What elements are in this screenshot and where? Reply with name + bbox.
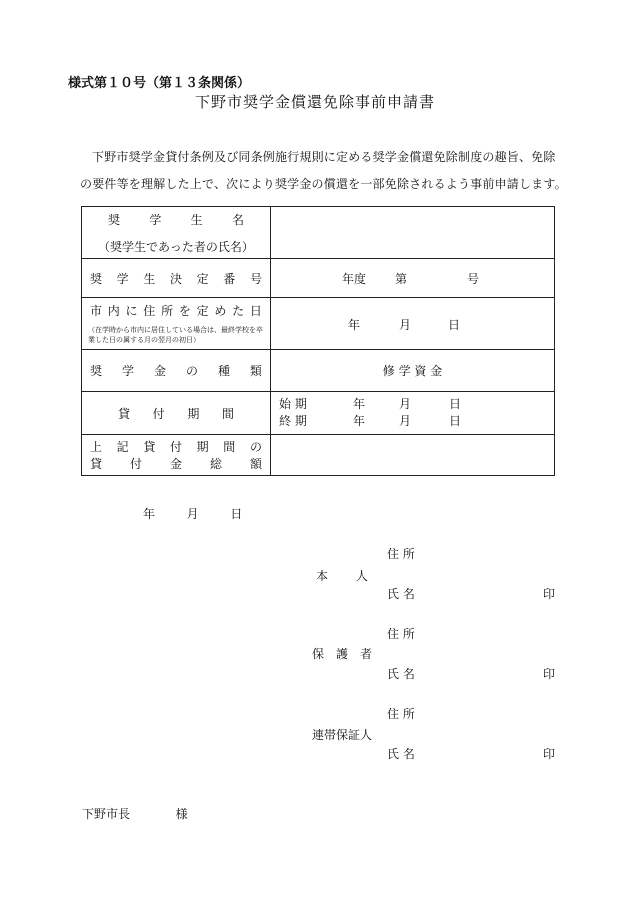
period-end-line	[271, 413, 554, 430]
row-loan-period	[82, 392, 555, 435]
label-char: め	[214, 304, 227, 318]
guarantor-name-label: 氏 名	[387, 747, 415, 761]
label-decision-number	[82, 259, 271, 298]
label-char: 類	[249, 364, 262, 378]
label-student-name	[82, 207, 271, 259]
self-address-label: 住 所	[387, 547, 415, 561]
day-label: 日	[230, 507, 243, 521]
label-char: 所	[161, 304, 174, 318]
addressee-honorific: 様	[175, 807, 188, 821]
document-title: 下野市奨学金償還免除事前申請書	[194, 93, 435, 111]
guardian-seal-icon: 印	[543, 667, 556, 681]
label-char: 名	[231, 212, 244, 227]
label-char: 総	[209, 457, 222, 471]
addressee-mayor: 下野市長	[82, 807, 131, 821]
month-label: 月	[186, 507, 199, 521]
row-decision-number	[82, 259, 555, 298]
self-name-label: 氏 名	[387, 587, 415, 601]
intro-line-2: の要件等を理解した上で、次により奨学金の償還を一部免除されるよう事前申請します。	[80, 177, 567, 191]
label-loan-total	[82, 435, 271, 476]
label-student-name-sub: （奨学生であった者の氏名）	[98, 239, 254, 254]
label-char: 奨	[90, 271, 103, 286]
guardian-address-label: 住 所	[387, 627, 415, 641]
guardian-label: 保 護 者	[312, 647, 373, 661]
label-char: 生	[190, 212, 203, 227]
label-char: 金	[153, 364, 166, 378]
label-char: 号	[249, 271, 262, 286]
label-char: 番	[223, 271, 236, 286]
label-char: 奨	[108, 212, 121, 227]
label-char: 付	[129, 457, 142, 471]
label-char: 決	[169, 271, 182, 286]
row-loan-total	[82, 435, 555, 476]
label-char: 付	[169, 440, 182, 454]
label-char: 金	[169, 457, 182, 471]
label-char: の	[185, 364, 198, 378]
year-label: 年度	[342, 272, 367, 286]
day-label: 日	[449, 414, 462, 428]
label-char: 額	[249, 457, 262, 471]
year-label: 年	[143, 507, 156, 521]
application-date[interactable]	[143, 505, 242, 522]
label-char: に	[125, 304, 138, 318]
label-char: 上	[90, 440, 103, 454]
year-label: 年	[353, 397, 366, 411]
go-label: 号	[467, 272, 480, 286]
label-char: 市	[90, 304, 103, 318]
label-char: 住	[143, 304, 156, 318]
form-number: 様式第１０号（第１３条関係）	[68, 76, 251, 91]
label-char: 学	[121, 364, 134, 378]
application-table	[81, 206, 555, 476]
day-label: 日	[448, 317, 461, 332]
decision-number-field[interactable]	[271, 259, 555, 298]
label-char: 記	[116, 440, 129, 454]
month-label: 月	[399, 397, 412, 411]
label-char: の	[249, 440, 262, 454]
label-char: 間	[221, 406, 234, 421]
period-end-label: 終 期	[279, 414, 307, 428]
residence-date-field[interactable]	[271, 298, 555, 350]
label-char: 定	[196, 304, 209, 318]
day-label: 日	[449, 397, 462, 411]
period-start-line	[271, 396, 554, 413]
label-char: を	[178, 304, 191, 318]
self-seal-icon: 印	[543, 587, 556, 601]
guarantor-address-label: 住 所	[387, 707, 415, 721]
addressee	[82, 805, 188, 822]
label-char: 生	[143, 271, 156, 286]
label-loan-period	[82, 392, 271, 435]
label-char: 期	[196, 440, 209, 454]
intro-line-1: 下野市奨学金貸付条例及び同条例施行規則に定める奨学金償還免除制度の趣旨、免除	[92, 150, 556, 164]
loan-period-field[interactable]	[271, 392, 555, 435]
year-label: 年	[348, 317, 361, 332]
row-scholarship-kind	[82, 350, 555, 392]
label-residence-date	[82, 298, 271, 350]
label-char: た	[232, 304, 245, 318]
label-char: 日	[249, 304, 262, 318]
guarantor-label: 連帯保証人	[312, 728, 373, 742]
label-char: 貸	[143, 440, 156, 454]
label-scholarship-kind	[82, 350, 271, 392]
label-char: 学	[116, 271, 129, 286]
label-char: 期	[187, 406, 200, 421]
period-start-label: 始 期	[279, 397, 307, 411]
label-char: 付	[152, 406, 165, 421]
guarantor-seal-icon: 印	[543, 747, 556, 761]
dai-label: 第	[395, 272, 408, 286]
label-char: 奨	[90, 364, 103, 378]
month-label: 月	[399, 414, 412, 428]
loan-total-field[interactable]	[271, 435, 555, 476]
self-label: 本 人	[316, 569, 368, 583]
label-char: 種	[217, 364, 230, 378]
guardian-name-label: 氏 名	[387, 667, 415, 681]
label-char: 貸	[90, 457, 103, 471]
label-char: 内	[107, 304, 120, 318]
scholarship-kind-value: 修 学 資 金	[271, 350, 555, 392]
label-char: 貸	[118, 406, 131, 421]
row-residence-date	[82, 298, 555, 350]
year-label: 年	[353, 414, 366, 428]
month-label: 月	[399, 317, 412, 332]
residence-note: （在学時から市内に居住している場合は、最終学校を卒業した日の属する月の翌月の初日）	[88, 326, 263, 344]
label-char: 間	[223, 440, 236, 454]
row-student-name	[82, 207, 555, 259]
label-char: 学	[149, 212, 162, 227]
student-name-field[interactable]	[271, 207, 555, 259]
label-char: 定	[196, 271, 209, 286]
